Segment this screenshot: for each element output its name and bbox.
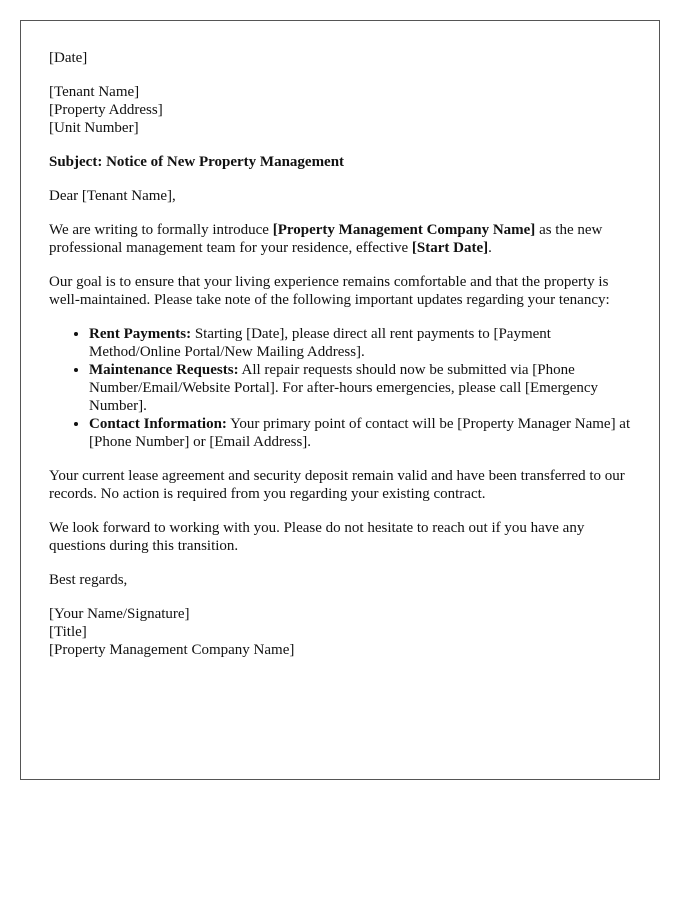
intro-text-1: We are writing to formally introduce: [49, 222, 273, 238]
subject-text: Subject: Notice of New Property Management: [49, 154, 345, 170]
update-label: Rent Payments:: [89, 326, 192, 342]
update-contact-information: [89, 415, 631, 451]
intro-text-2: as the new professional management team for your residence, effective: [49, 222, 603, 256]
update-maintenance-requests: [89, 361, 631, 415]
recipient-block: [49, 83, 631, 137]
intro-company-name: [Property Management Company Name]: [272, 222, 536, 238]
subject-line: [49, 153, 631, 171]
letter-date: [Date]: [49, 50, 88, 66]
tenant-name: [Tenant Name]: [49, 84, 140, 100]
signoff: Best regards,: [49, 572, 128, 588]
update-rent-payments: [89, 325, 631, 361]
lease-paragraph: Your current lease agreement and security deposit remain valid and have been transferred to our records. No action is required from you regarding your existing contract.: [49, 468, 625, 502]
signature-company: [Property Management Company Name]: [49, 642, 295, 658]
unit-number: [Unit Number]: [49, 120, 139, 136]
intro-text-3: .: [488, 240, 492, 256]
property-address: [Property Address]: [49, 102, 163, 118]
signature-block: [49, 605, 631, 659]
updates-list: [49, 325, 631, 451]
update-text: Starting [Date], please direct all rent payments to [Payment Method/Online Portal/New Mailing Address].: [89, 326, 551, 360]
signature-title: [Title]: [49, 624, 87, 640]
update-label: Contact Information:: [89, 416, 227, 432]
update-label: Maintenance Requests:: [89, 362, 239, 378]
goal-paragraph: Our goal is to ensure that your living experience remains comfortable and that the property is well-maintained. Please take note of the following important updates regarding your tenancy:: [49, 274, 610, 308]
salutation: Dear [Tenant Name],: [49, 188, 176, 204]
intro-start-date: [Start Date]: [411, 240, 489, 256]
letter-page: [20, 20, 660, 780]
update-text: Your primary point of contact will be [Property Manager Name] at [Phone Number] or [Email Address].: [89, 416, 631, 450]
update-text: All repair requests should now be submitted via [Phone Number/Email/Website Portal]. For after-hours emergencies, please call [Emergency Number].: [89, 362, 599, 414]
intro-paragraph: [49, 221, 631, 257]
signature-name: [Your Name/Signature]: [49, 606, 190, 622]
closing-paragraph: We look forward to working with you. Please do not hesitate to reach out if you have any questions during this transition.: [49, 520, 585, 554]
